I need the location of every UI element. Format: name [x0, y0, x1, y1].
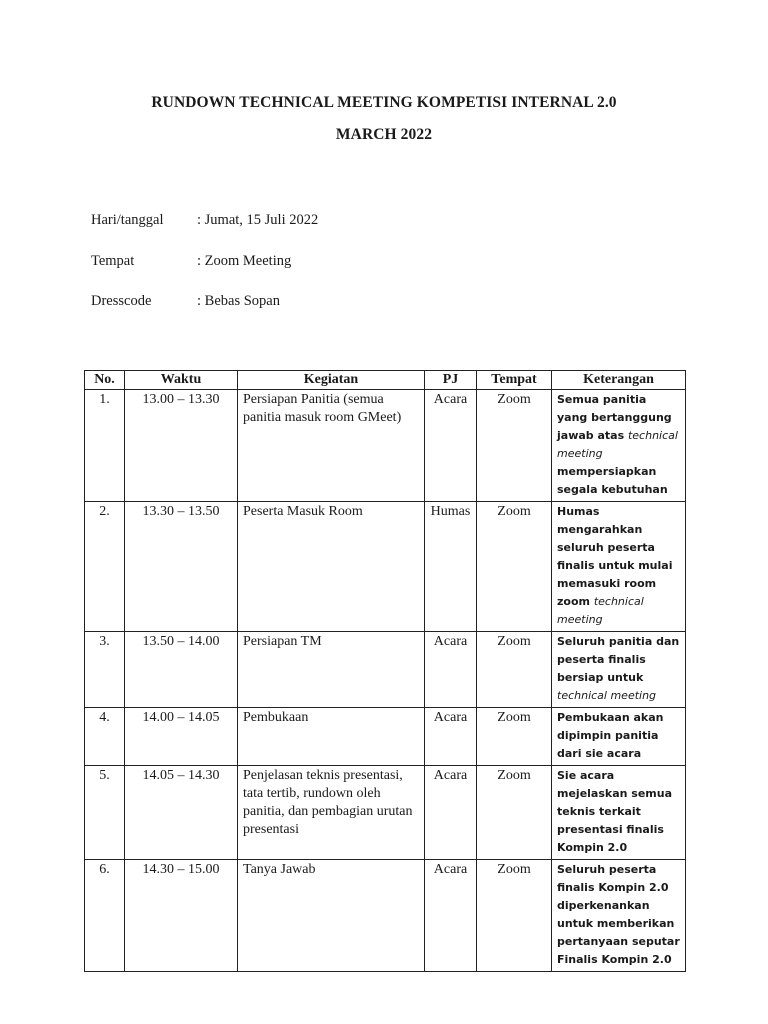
- table-row: [85, 390, 686, 502]
- cell-kegiatan: Peserta Masuk Room: [238, 502, 425, 632]
- cell-kegiatan: Persiapan TM: [238, 632, 425, 708]
- cell-keterangan: [552, 502, 686, 632]
- cell-waktu: 13.50 – 14.00: [125, 632, 238, 708]
- header-no: No.: [85, 371, 125, 390]
- keterangan-text: Sie acara mejelaskan semua teknis terkait presentasi finalis Kompin 2.0: [557, 769, 673, 854]
- cell-pj: Acara: [425, 708, 477, 766]
- info-value: : Bebas Sopan: [197, 293, 280, 309]
- info-label: Hari/tanggal: [91, 212, 164, 228]
- cell-keterangan: [552, 390, 686, 502]
- keterangan-text: Humas mengarahkan seluruh peserta finalis untuk mulai memasuki room zoom: [557, 505, 673, 608]
- cell-pj: Humas: [425, 502, 477, 632]
- cell-tempat: Zoom: [477, 708, 552, 766]
- cell-no: 1.: [85, 390, 125, 502]
- keterangan-italic: technical meeting: [557, 595, 644, 626]
- cell-waktu: 14.05 – 14.30: [125, 766, 238, 860]
- cell-pj: Acara: [425, 390, 477, 502]
- cell-kegiatan: Persiapan Panitia (semua panitia masuk room GMeet): [238, 390, 425, 502]
- cell-kegiatan: Tanya Jawab: [238, 860, 425, 972]
- header-kegiatan: Kegiatan: [238, 371, 425, 390]
- cell-waktu: 13.00 – 13.30: [125, 390, 238, 502]
- cell-no: 3.: [85, 632, 125, 708]
- cell-keterangan: [552, 766, 686, 860]
- cell-no: 6.: [85, 860, 125, 972]
- cell-tempat: Zoom: [477, 632, 552, 708]
- table-row: [85, 632, 686, 708]
- info-label: Tempat: [91, 253, 135, 269]
- cell-tempat: Zoom: [477, 766, 552, 860]
- cell-kegiatan: Pembukaan: [238, 708, 425, 766]
- cell-keterangan: [552, 632, 686, 708]
- cell-pj: Acara: [425, 632, 477, 708]
- info-row-date: [91, 212, 318, 229]
- document-subtitle: MARCH 2022: [335, 126, 433, 143]
- document-title: RUNDOWN TECHNICAL MEETING KOMPETISI INTERNAL 2.0: [151, 94, 617, 111]
- info-label: Dresscode: [91, 293, 152, 309]
- table-row: [85, 502, 686, 632]
- cell-keterangan: [552, 708, 686, 766]
- table-row: [85, 766, 686, 860]
- cell-waktu: 14.30 – 15.00: [125, 860, 238, 972]
- cell-no: 4.: [85, 708, 125, 766]
- cell-no: 2.: [85, 502, 125, 632]
- table-row: [85, 860, 686, 972]
- cell-waktu: 13.30 – 13.50: [125, 502, 238, 632]
- rundown-table: [84, 370, 686, 972]
- keterangan-italic: technical meeting: [557, 429, 678, 460]
- keterangan-text: Semua panitia yang bertanggung jawab atas: [557, 393, 672, 442]
- info-value: : Zoom Meeting: [197, 253, 292, 269]
- info-row-place: [91, 253, 291, 270]
- header-tempat: Tempat: [477, 371, 552, 390]
- keterangan-text: Seluruh panitia dan peserta finalis bersiap untuk: [557, 635, 680, 684]
- keterangan-text: Pembukaan akan dipimpin panitia dari sie acara: [557, 711, 664, 760]
- table-row: [85, 708, 686, 766]
- cell-tempat: Zoom: [477, 390, 552, 502]
- header-keterangan: Keterangan: [552, 371, 686, 390]
- cell-pj: Acara: [425, 766, 477, 860]
- cell-keterangan: [552, 860, 686, 972]
- header-waktu: Waktu: [125, 371, 238, 390]
- cell-tempat: Zoom: [477, 502, 552, 632]
- keterangan-text-end: mempersiapkan segala kebutuhan: [557, 465, 668, 496]
- header-pj: PJ: [425, 371, 477, 390]
- info-value: : Jumat, 15 Juli 2022: [197, 212, 319, 228]
- keterangan-text: Seluruh peserta finalis Kompin 2.0 diperkenankan untuk memberikan pertanyaan seputar Finalis Kompin 2.0: [557, 863, 680, 966]
- keterangan-italic: technical meeting: [557, 689, 657, 702]
- cell-waktu: 14.00 – 14.05: [125, 708, 238, 766]
- info-row-dresscode: [91, 293, 280, 310]
- cell-kegiatan: Penjelasan teknis presentasi, tata tertib, rundown oleh panitia, dan pembagian urutan presentasi: [238, 766, 425, 860]
- cell-tempat: Zoom: [477, 860, 552, 972]
- cell-pj: Acara: [425, 860, 477, 972]
- cell-no: 5.: [85, 766, 125, 860]
- table-header-row: [85, 371, 686, 390]
